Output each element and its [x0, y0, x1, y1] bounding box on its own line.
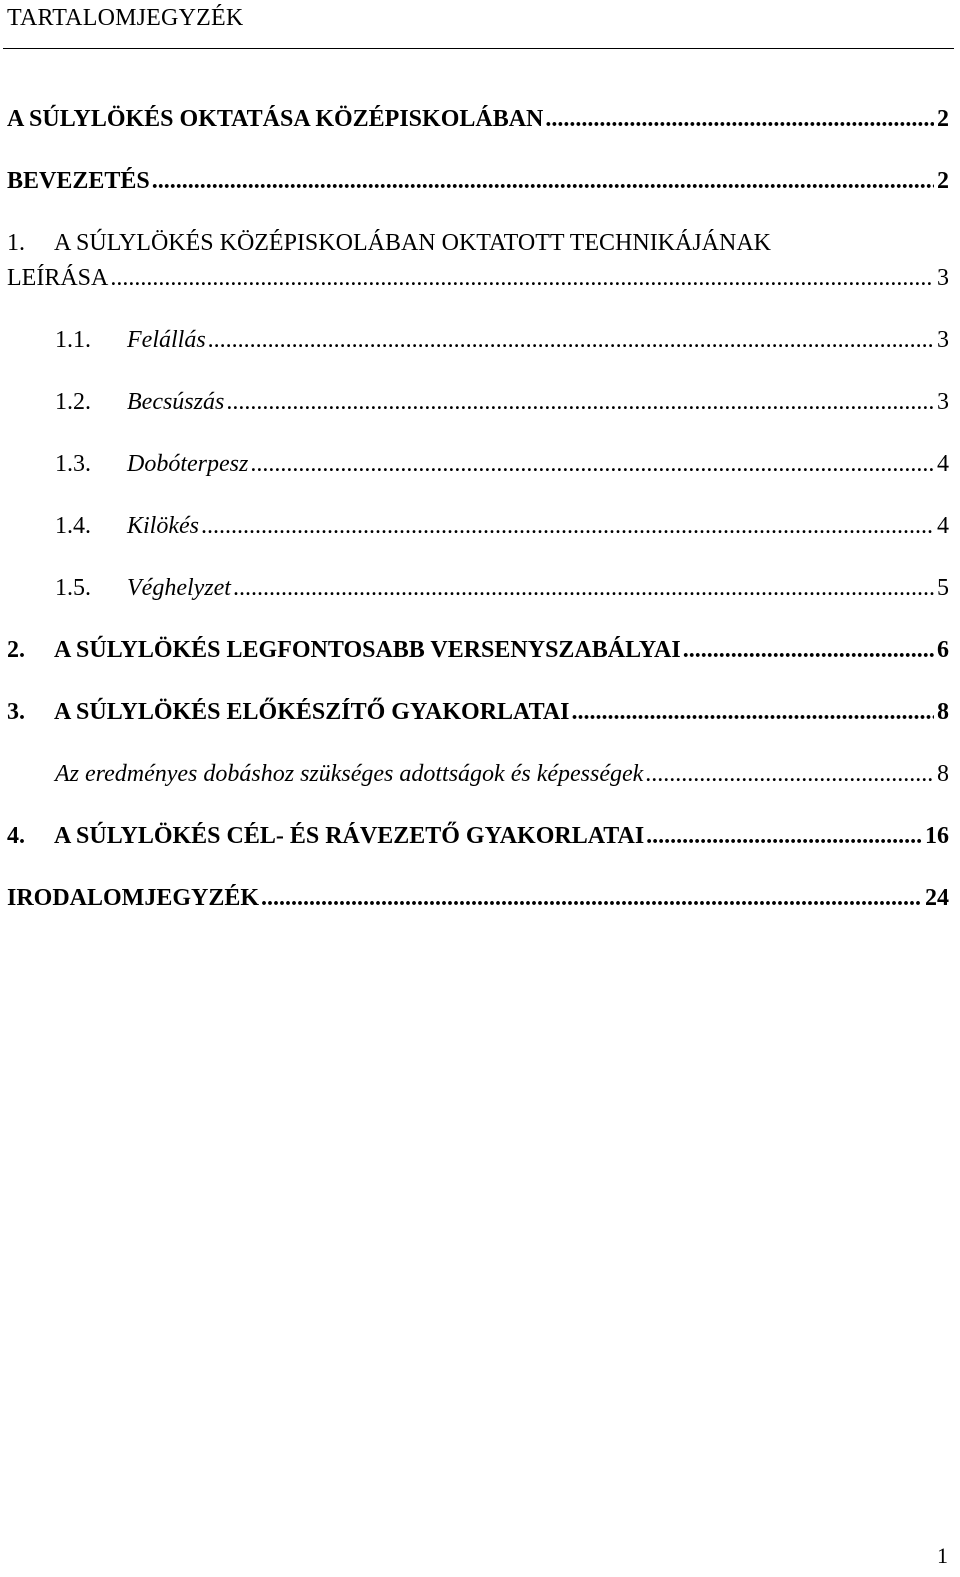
heading-rule [3, 48, 954, 49]
toc-heading: TARTALOMJEGYZÉK [7, 5, 244, 31]
toc-entry-title: Véghelyzet [127, 575, 231, 601]
toc-leader-dots [261, 881, 922, 915]
toc-entry-number: 1.1. [55, 327, 91, 353]
toc-entry-title: A SÚLYLÖKÉS ELŐKÉSZÍTŐ GYAKORLATAI [54, 699, 570, 725]
toc-entry-1-4[interactable] [55, 509, 949, 543]
toc-entry-page: 2 [937, 168, 949, 194]
toc-leader-dots [110, 261, 934, 295]
toc-leader-dots [152, 164, 934, 198]
toc-entry-1-2[interactable] [55, 385, 949, 419]
toc-leader-dots [545, 102, 934, 136]
toc-entry-title: Felállás [127, 327, 206, 353]
toc-entry-oktatasa[interactable] [7, 102, 949, 136]
toc-entry-page: 8 [937, 761, 949, 787]
toc-entry-page: 3 [937, 327, 949, 353]
toc-leader-dots [208, 323, 934, 357]
toc-entry-title: Dobóterpesz [127, 451, 249, 477]
toc-entry-title: LEÍRÁSA [7, 265, 109, 291]
toc-entry-page: 6 [937, 637, 949, 663]
toc-entry-3-sub[interactable] [55, 757, 949, 791]
toc-entry-number: 1.5. [55, 575, 91, 601]
toc-entry-title: Becsúszás [127, 389, 225, 415]
toc-entry-page: 3 [937, 389, 949, 415]
toc-leader-dots [683, 633, 934, 667]
toc-entry-1-line2[interactable] [7, 261, 949, 295]
toc-entry-title: Kilökés [127, 513, 199, 539]
toc-entry-title: IRODALOMJEGYZÉK [7, 885, 260, 911]
toc-leader-dots [201, 509, 934, 543]
toc-entry-1-3[interactable] [55, 447, 949, 481]
toc-entry-title: A SÚLYLÖKÉS CÉL- ÉS RÁVEZETŐ GYAKORLATAI [54, 823, 645, 849]
toc-leader-dots [226, 385, 934, 419]
toc-entry-3[interactable] [7, 695, 949, 729]
toc-entry-bevezetes[interactable] [7, 164, 949, 198]
toc-leader-dots [646, 819, 922, 853]
toc-entry-4[interactable] [7, 819, 949, 853]
toc-entry-title: Az eredményes dobáshoz szükséges adottságok és képességek [55, 761, 644, 787]
toc-entry-number: 1. [7, 230, 25, 256]
toc-entry-number: 4. [7, 823, 25, 849]
toc-entry-page: 4 [937, 513, 949, 539]
toc-entry-number: 2. [7, 637, 25, 663]
toc-entry-page: 24 [925, 885, 949, 911]
toc-leader-dots [250, 447, 934, 481]
toc-entry-number: 3. [7, 699, 25, 725]
toc-entry-title: A SÚLYLÖKÉS KÖZÉPISKOLÁBAN OKTATOTT TECHNIKÁJÁNAK [54, 230, 772, 256]
toc-entry-number: 1.2. [55, 389, 91, 415]
toc-entry-page: 8 [937, 699, 949, 725]
toc-entry-number: 1.4. [55, 513, 91, 539]
toc-entry-title: A SÚLYLÖKÉS LEGFONTOSABB VERSENYSZABÁLYAI [54, 637, 681, 663]
toc-entry-title: BEVEZETÉS [7, 168, 150, 194]
toc-entry-2[interactable] [7, 633, 949, 667]
toc-entry-page: 5 [937, 575, 949, 601]
toc-leader-dots [233, 571, 934, 605]
footer-page-number: 1 [937, 1543, 948, 1568]
toc-entry-page: 16 [925, 823, 949, 849]
toc-entry-number: 1.3. [55, 451, 91, 477]
toc-entry-page: 3 [937, 265, 949, 291]
toc-entry-1-1[interactable] [55, 323, 949, 357]
toc-leader-dots [645, 757, 934, 791]
toc-leader-dots [572, 695, 934, 729]
toc-entry-page: 2 [937, 106, 949, 132]
toc-entry-1-line1[interactable] [7, 226, 771, 260]
toc-entry-irodalomjegyzek[interactable] [7, 881, 949, 915]
toc-entry-1-5[interactable] [55, 571, 949, 605]
toc-entry-title: A SÚLYLÖKÉS OKTATÁSA KÖZÉPISKOLÁBAN [7, 106, 544, 132]
toc-entry-page: 4 [937, 451, 949, 477]
